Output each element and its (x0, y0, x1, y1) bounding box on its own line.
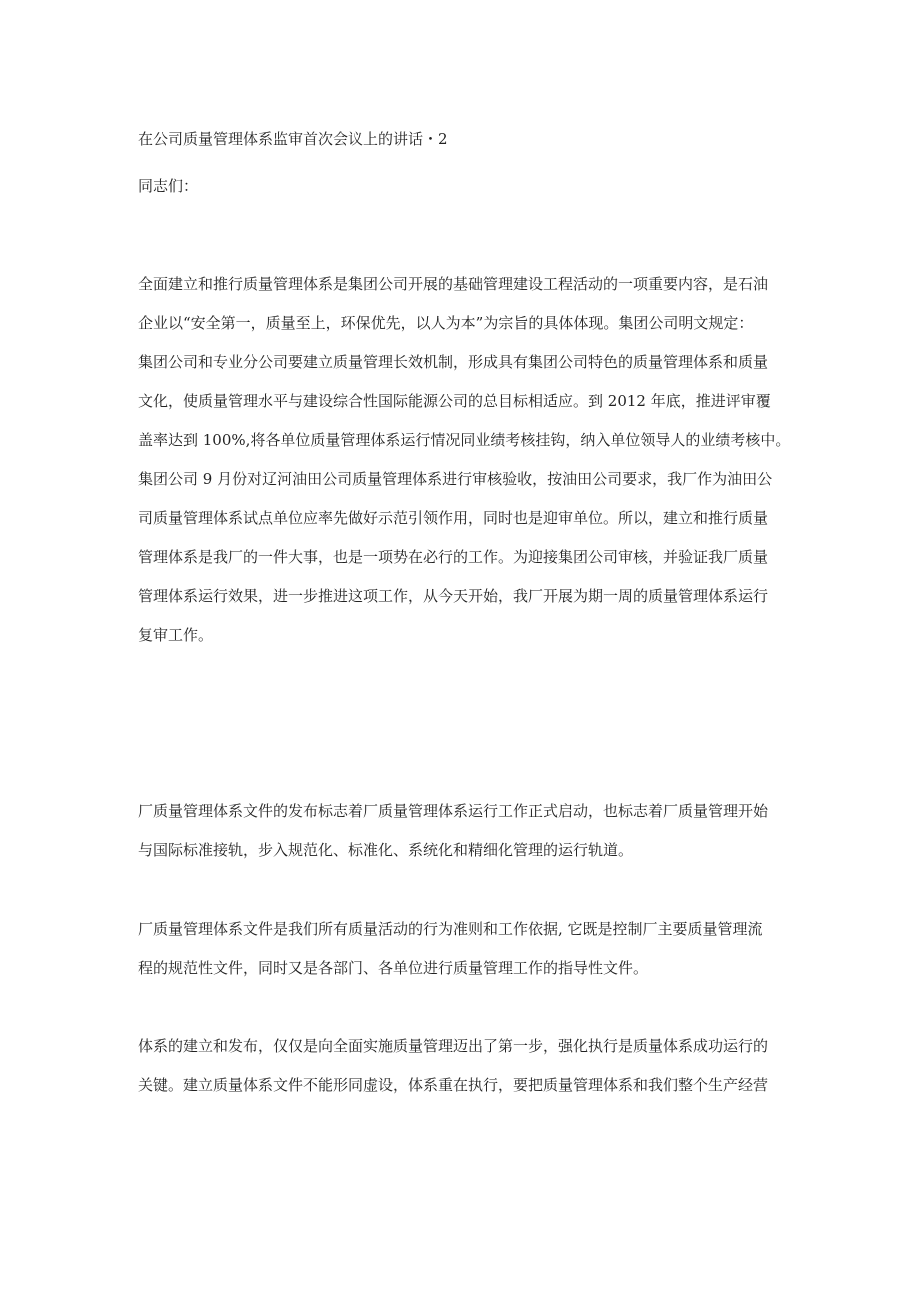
paragraph-line: 集团公司和专业分公司要建立质量管理长效机制，形成具有集团公司特色的质量管理体系和质量 (138, 353, 769, 371)
paragraph-line: 司质量管理体系试点单位应率先做好示范引领作用，同时也是迎审单位。所以，建立和推行质量 (138, 509, 769, 527)
salutation: 同志们： (138, 177, 199, 195)
paragraph-line: 集团公司 9 月份对辽河油田公司质量管理体系进行审核验收，按油田公司要求，我厂作为油田公 (138, 470, 773, 488)
paragraph-line: 盖率达到 100%,将各单位质量管理体系运行情况同业绩考核挂钩，纳入单位领导人的业绩考核中。 (138, 431, 791, 449)
paragraph-line: 关键。建立质量体系文件不能形同虚设，体系重在执行，要把质量管理体系和我们整个生产经营 (138, 1076, 769, 1094)
paragraph-line: 全面建立和推行质量管理体系是集团公司开展的基础管理建设工程活动的一项重要内容，是石油 (138, 275, 769, 293)
paragraph-line: 程的规范性文件，同时又是各部门、各单位进行质量管理工作的指导性文件。 (138, 959, 649, 977)
paragraph-line: 与国际标准接轨，步入规范化、标准化、系统化和精细化管理的运行轨道。 (138, 841, 634, 859)
paragraph-execution (138, 1035, 798, 1113)
paragraph-line: 复审工作。 (138, 626, 214, 644)
paragraph-line: 文化，使质量管理水平与建设综合性国际能源公司的总目标相适应。到 2012 年底，推进评审覆 (138, 392, 771, 410)
paragraph-intro (138, 273, 798, 663)
paragraph-line: 体系的建立和发布，仅仅是向全面实施质量管理迈出了第一步，强化执行是质量体系成功运行的 (138, 1037, 769, 1055)
document-title: 在公司质量管理体系监审首次会议上的讲话・2 (138, 130, 448, 148)
paragraph-line: 厂质量管理体系文件是我们所有质量活动的行为准则和工作依据, 它既是控制厂主要质量管理流 (138, 920, 763, 938)
paragraph-line: 管理体系运行效果，进一步推进这项工作，从今天开始，我厂开展为期一周的质量管理体系运行 (138, 587, 769, 605)
paragraph-guideline (138, 918, 798, 996)
paragraph-line: 厂质量管理体系文件的发布标志着厂质量管理体系运行工作正式启动，也标志着厂质量管理开始 (138, 802, 769, 820)
paragraph-release (138, 800, 798, 878)
paragraph-line: 管理体系是我厂的一件大事，也是一项势在必行的工作。为迎接集团公司审核，并验证我厂质量 (138, 548, 769, 566)
paragraph-line: 企业以“安全第一，质量至上，环保优先，以人为本”为宗旨的具体体现。集团公司明文规定： (138, 314, 754, 332)
